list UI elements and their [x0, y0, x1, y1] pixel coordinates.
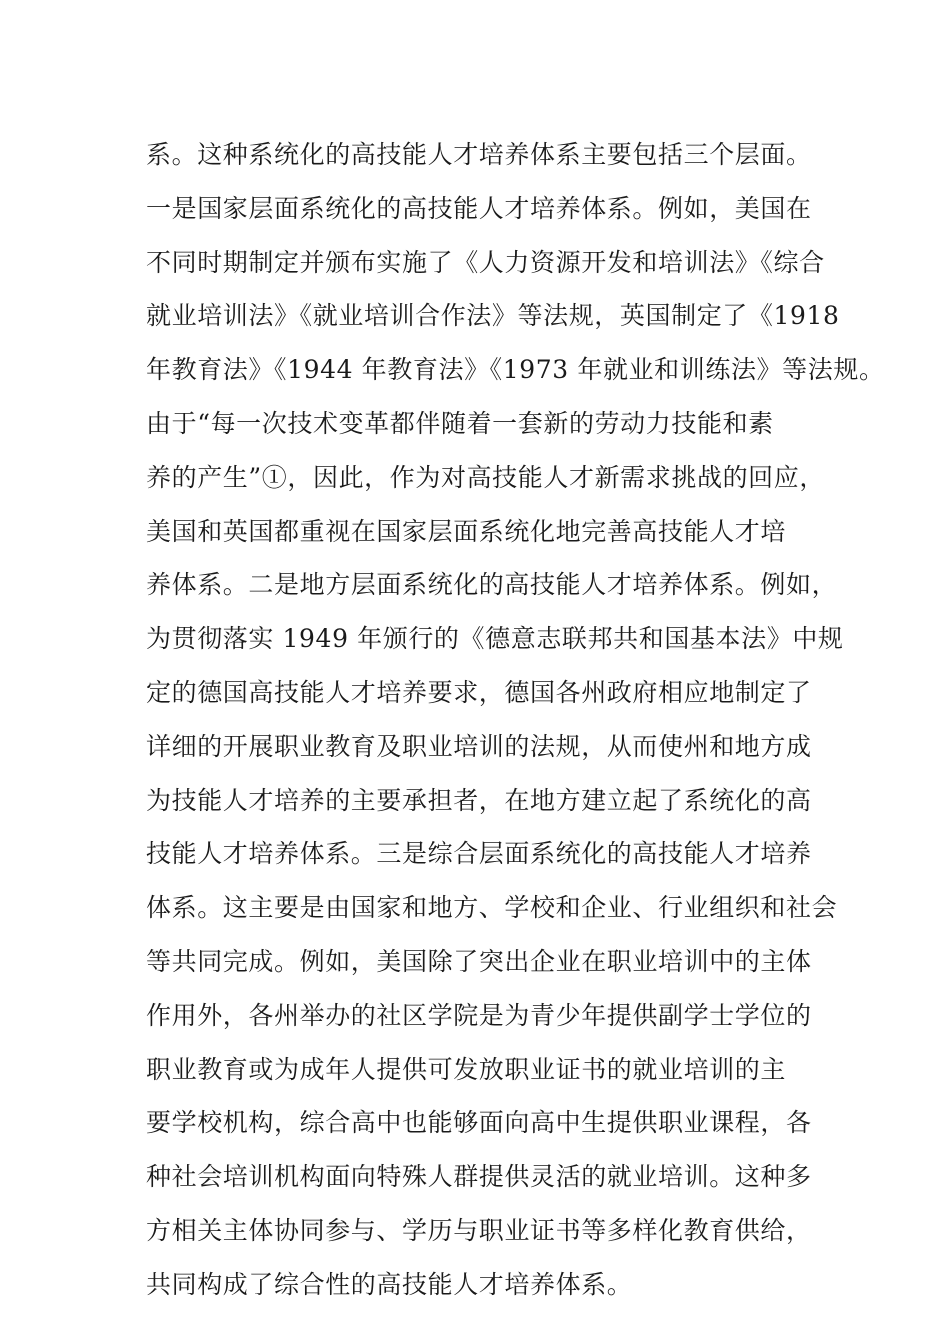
text-line-1: 系。这种系统化的高技能人才培养体系主要包括三个层面。 [146, 140, 812, 169]
text-line-13: 为技能人才培养的主要承担者，在地方建立起了系统化的高 [146, 785, 812, 815]
text-line-7: 养的产生”①，因此，作为对高技能人才新需求挑战的回应， [146, 462, 825, 492]
text-line-15: 体系。这主要是由国家和地方、学校和企业、行业组织和社会 [146, 893, 838, 923]
text-line-21: 方相关主体协同参与、学历与职业证书等多样化教育供给， [146, 1215, 812, 1245]
text-line-16: 等共同完成。例如，美国除了突出企业在职业培训中的主体 [146, 946, 812, 976]
text-line-2: 一是国家层面系统化的高技能人才培养体系。例如，美国在 [146, 193, 812, 223]
text-line-11: 定的德国高技能人才培养要求，德国各州政府相应地制定了 [146, 677, 812, 707]
text-line-18: 职业教育或为成年人提供可发放职业证书的就业培训的主 [146, 1054, 787, 1084]
text-line-9: 养体系。二是地方层面系统化的高技能人才培养体系。例如， [146, 570, 838, 600]
text-line-20: 种社会培训机构面向特殊人群提供灵活的就业培训。这种多 [146, 1162, 812, 1192]
text-line-4: 就业培训法》《就业培训合作法》等法规，英国制定了《1918 [146, 301, 840, 331]
text-line-12: 详细的开展职业教育及职业培训的法规，从而使州和地方成 [146, 731, 812, 761]
text-line-14: 技能人才培养体系。三是综合层面系统化的高技能人才培养 [146, 839, 812, 869]
text-line-8: 美国和英国都重视在国家层面系统化地完善高技能人才培 [146, 516, 787, 546]
text-line-22: 共同构成了综合性的高技能人才培养体系。 [146, 1269, 633, 1299]
text-line-19: 要学校机构，综合高中也能够面向高中生提供职业课程，各 [146, 1108, 812, 1138]
text-line-17: 作用外，各州举办的社区学院是为青少年提供副学士学位的 [146, 1000, 812, 1030]
text-line-10: 为贯彻落实 1949 年颁行的《德意志联邦共和国基本法》中规 [146, 624, 844, 654]
text-line-6: 由于“每一次技术变革都伴随着一套新的劳动力技能和素 [146, 408, 774, 438]
body-paragraph [146, 128, 885, 1312]
text-line-5: 年教育法》《1944 年教育法》《1973 年就业和训练法》等法规。 [146, 355, 885, 385]
text-line-3: 不同时期制定并颁布实施了《人力资源开发和培训法》《综合 [146, 247, 825, 277]
